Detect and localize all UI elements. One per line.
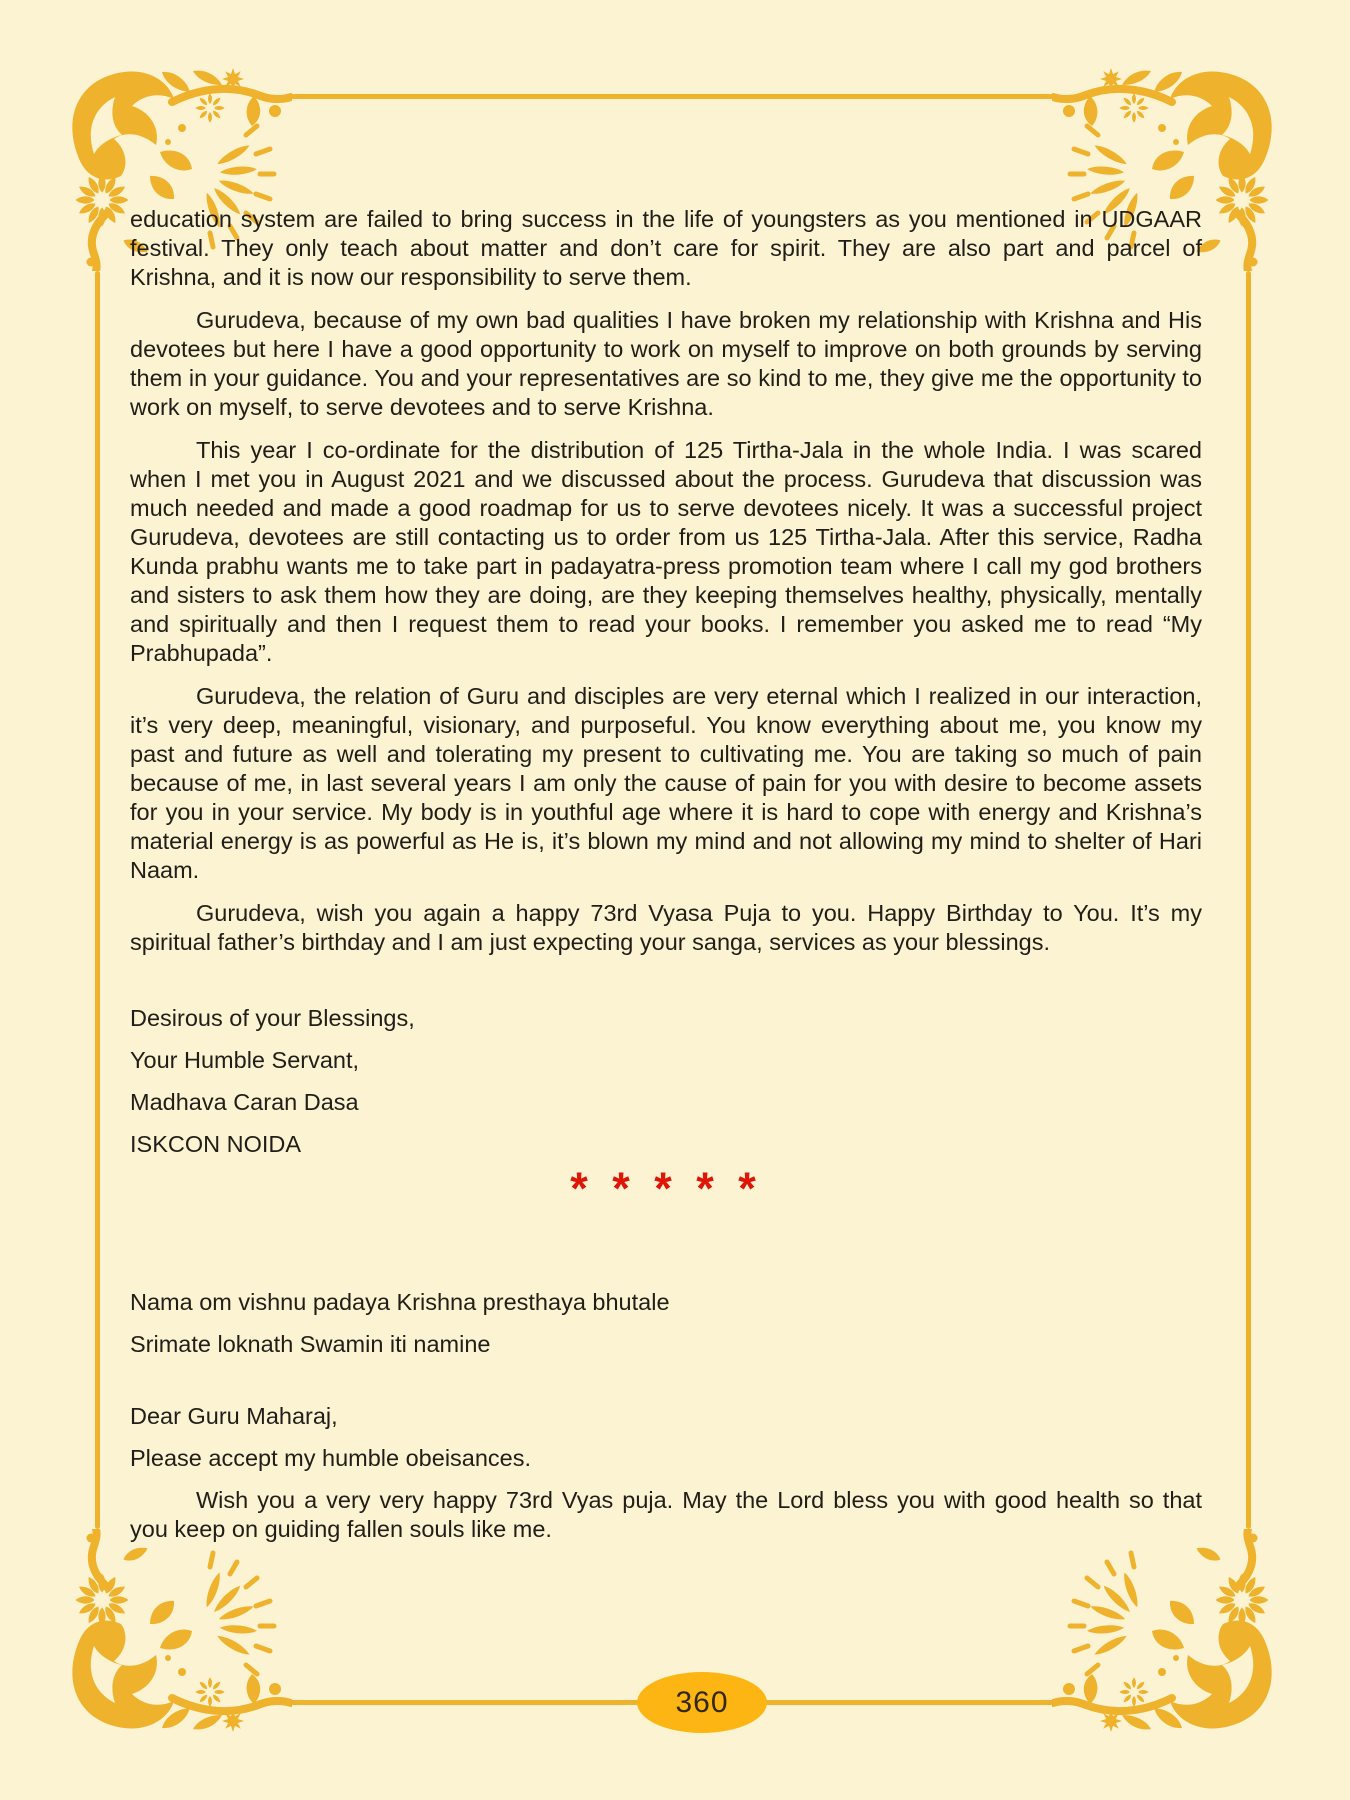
- closing-line: Your Humble Servant,: [130, 1047, 360, 1073]
- invocation-line: Nama om vishnu padaya Krishna presthaya bhutale: [130, 1289, 670, 1315]
- greeting-line: Please accept my humble obeisances.: [130, 1445, 532, 1471]
- invocation-line: Srimate loknath Swamin iti namine: [130, 1331, 491, 1357]
- border-line-left: [95, 271, 100, 1529]
- corner-ornament-bottom-left: [62, 1529, 292, 1734]
- page-number: 360: [675, 1685, 729, 1719]
- signature-name: Madhava Caran Dasa: [130, 1089, 359, 1115]
- letter-body: [130, 205, 1202, 1544]
- border-line-top: [290, 94, 1054, 99]
- letter-paragraph: Gurudeva, wish you again a happy 73rd Vyasa Puja to you. Happy Birthday to You. It’s my spiritual father’s birthday and I am just expecting your sanga, services as your blessings.: [130, 900, 1202, 955]
- closing-line: Desirous of your Blessings,: [130, 1005, 415, 1031]
- border-line-right: [1246, 271, 1251, 1529]
- section-separator-asterisks: * * * * *: [570, 1163, 762, 1214]
- greeting-line: Dear Guru Maharaj,: [130, 1403, 338, 1429]
- letter-paragraph: education system are failed to bring success in the life of youngsters as you mentioned in UDGAAR festival. They only teach about matter and don’t care for spirit. They are also part and parcel of Krishna, and it is now our responsibility to serve them.: [130, 206, 1202, 290]
- page-number-badge: [637, 1672, 767, 1733]
- letter-paragraph: Gurudeva, because of my own bad qualities I have broken my relationship with Krishna and His devotees but here I have a good opportunity to work on myself to improve on both grounds by serving them in your guidance. You and your representatives are so kind to me, they give me the opportunity to work on myself, to serve devotees and to serve Krishna.: [130, 307, 1202, 420]
- letter-paragraph: Wish you a very very happy 73rd Vyas puja. May the Lord bless you with good health so that you keep on guiding fallen souls like me.: [130, 1487, 1202, 1542]
- corner-ornament-bottom-right: [1052, 1529, 1282, 1734]
- signature-location: ISKCON NOIDA: [130, 1131, 302, 1157]
- letter-paragraph: This year I co-ordinate for the distribution of 125 Tirtha-Jala in the whole India. I was scared when I met you in August 2021 and we discussed about the process. Gurudeva that discussion was much needed and made a good roadmap for us to serve devotees nicely. It was a successful project Gurudeva, devotees are still contacting us to order from us 125 Tirtha-Jala. After this service, Radha Kunda prabhu wants me to take part in padayatra-press promotion team where I call my god brothers and sisters to ask them how they are doing, are they keeping themselves healthy, physically, mentally and spiritually and then I request them to read your books. I remember you asked me to read “My Prabhupada”.: [130, 437, 1202, 666]
- letter-paragraph: Gurudeva, the relation of Guru and disciples are very eternal which I realized in our interaction, it’s very deep, meaningful, visionary, and purposeful. You know everything about me, you know my past and future as well and tolerating my present to cultivating me. You are taking so much of pain because of me, in last several years I am only the cause of pain for you with desire to become assets for you in your service. My body is in youthful age where it is hard to cope with energy and Krishna’s material energy is as powerful as He is, it’s blown my mind and not allowing my mind to shelter of Hari Naam.: [130, 683, 1202, 883]
